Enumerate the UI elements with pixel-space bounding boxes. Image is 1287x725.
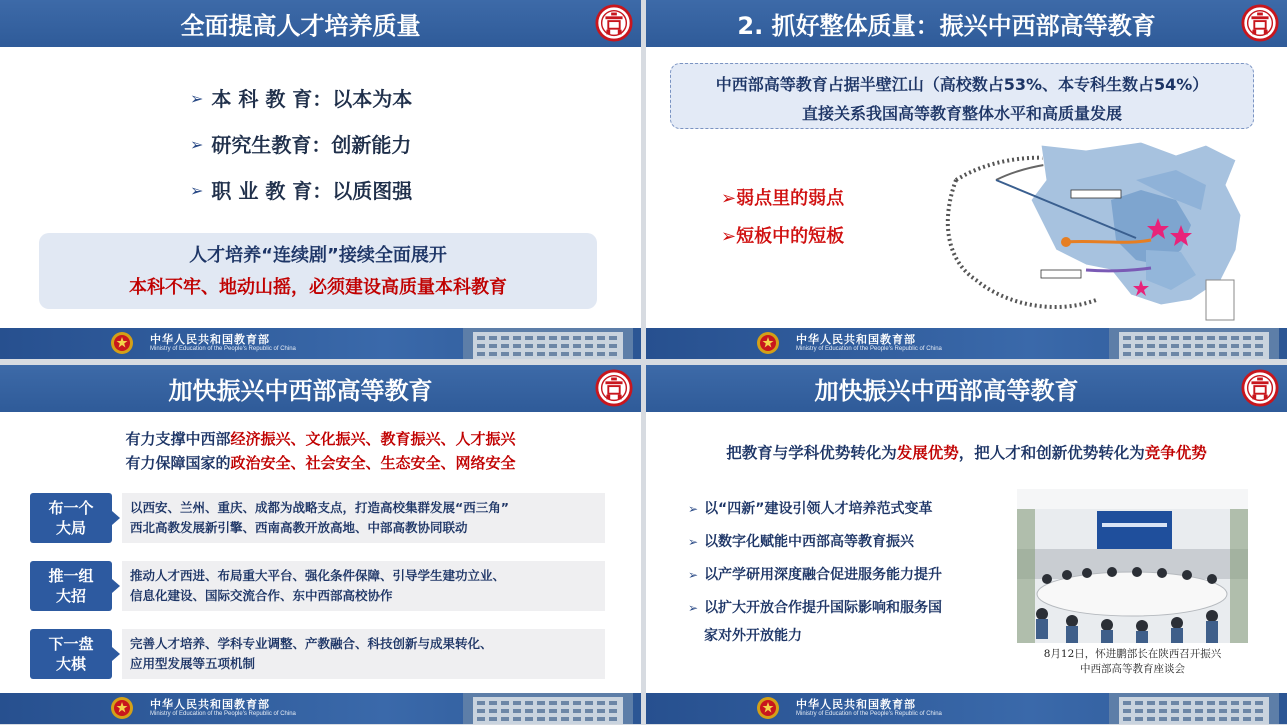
national-emblem-icon [110,696,134,720]
list-item: ➢ 以数字化赋能中西部高等教育振兴 [688,530,988,563]
strategy-row [30,629,605,679]
footer-org-cn: 中华人民共和国教育部 [150,698,270,711]
arrow-bullet-icon: ➢ [721,226,737,247]
national-emblem-icon [110,331,134,355]
point-item: ➢短板中的短板 [721,226,845,247]
university-logo-icon [1241,369,1279,407]
strategy-tag: 下一盘 大棋 [30,629,112,679]
footer-org-en: Ministry of Education of the People's Republic of China [150,711,296,717]
highlight-line-red: 本科不牢、地动山摇，必须建设高质量本科教育 [129,277,507,298]
slide-footer [646,693,1287,724]
point-item: ➢弱点里的弱点 [721,188,845,209]
summary-line: 直接关系我国高等教育整体水平和高质量发展 [801,104,1122,123]
slide-header [0,365,641,412]
slide-header [646,365,1287,412]
strategy-text: 推动人才西进、布局重大平台、强化条件保障、引导学生建功立业、 信息化建设、国际交流合作、东中西部高校协作 [122,561,605,611]
slide-revitalize-strategy[interactable] [0,365,641,724]
intro-line: 有力支撑中西部经济振兴、文化振兴、教育振兴、人才振兴 [125,430,516,448]
slide-footer [0,328,641,359]
arrow-bullet-icon: ➢ [190,181,204,200]
summary-box [670,63,1254,129]
slide-header [646,0,1287,47]
list-item: ➢ 以产学研用深度融合促进服务能力提升 [688,563,988,596]
arrow-bullet-icon: ➢ [190,89,204,108]
footer-org-en: Ministry of Education of the People's Republic of China [150,346,296,352]
footer-org-en: Ministry of Education of the People's Republic of China [796,711,942,717]
footer-org-cn: 中华人民共和国教育部 [796,698,916,711]
university-logo-icon [595,4,633,42]
strategy-tag: 推一组 大招 [30,561,112,611]
highlight-box [39,233,597,309]
arrow-bullet-icon: ➢ [688,502,699,516]
slide-revitalize-measures[interactable] [646,365,1287,724]
intro-line: 有力保障国家的政治安全、社会安全、生态安全、网络安全 [125,454,516,472]
photo-caption: 8月12日，怀进鹏部长在陕西召开振兴 中西部高等教育座谈会 [1043,648,1222,675]
slide-central-western-quality[interactable] [646,0,1287,359]
highlight-line: 人才培养“连续剧”接续全面展开 [189,245,447,266]
slide-title: 全面提高人才培养质量 [180,12,421,40]
list-item: ➢ 职 业 教 育：以质图强 [190,168,412,214]
arrow-bullet-icon: ➢ [688,535,699,549]
strategy-tag: 布一个 大局 [30,493,112,543]
slide-title: 加快振兴中西部高等教育 [168,377,433,405]
national-emblem-icon [756,331,780,355]
slide-footer [0,693,641,724]
list-item: ➢ 以扩大开放合作提升国际影响和服务国 [688,596,988,629]
measures-list [688,497,988,645]
china-map-image [936,140,1266,325]
list-item-continuation: 家对外开放能力 [704,628,802,644]
slide-title: 2. 抓好整体质量：振兴中西部高等教育 [737,12,1156,40]
list-item: ➢ 以“四新”建设引领人才培养范式变革 [688,497,988,530]
national-emblem-icon [756,696,780,720]
strategy-row [30,493,605,543]
university-logo-icon [595,369,633,407]
arrow-bullet-icon: ➢ [721,188,737,209]
weakness-points [721,185,844,261]
building-image [463,328,633,359]
list-item: ➢ 本 科 教 育：以本为本 [190,76,412,122]
building-image [1109,328,1279,359]
building-image [1109,693,1279,724]
slide-talent-quality[interactable] [0,0,641,359]
footer-org-cn: 中华人民共和国教育部 [796,333,916,346]
intro-text: 把教育与学科优势转化为发展优势，把人才和创新优势转化为竞争优势 [726,444,1207,462]
arrow-bullet-icon: ➢ [190,135,204,154]
footer-org-cn: 中华人民共和国教育部 [150,333,270,346]
education-levels-list [190,76,412,214]
university-logo-icon [1241,4,1279,42]
intro-text [0,427,641,475]
list-item: ➢ 研究生教育：创新能力 [190,122,412,168]
arrow-bullet-icon: ➢ [688,601,699,615]
summary-line: 中西部高等教育占据半壁江山（高校数占53%、本专科生数占54%） [715,75,1209,94]
slide-header [0,0,641,47]
slide-title: 加快振兴中西部高等教育 [814,377,1079,405]
strategy-text: 以西安、兰州、重庆、成都为战略支点，打造高校集群发展“西三角” 西北高教发展新引擎、西南高教开放高地、中部高教协同联动 [122,493,605,543]
footer-org-en: Ministry of Education of the People's Republic of China [796,346,942,352]
slide-footer [646,328,1287,359]
strategy-row [30,561,605,611]
arrow-bullet-icon: ➢ [688,568,699,582]
strategy-text: 完善人才培养、学科专业调整、产教融合、科技创新与成果转化、 应用型发展等五项机制 [122,629,605,679]
meeting-photo [1017,489,1248,643]
building-image [463,693,633,724]
